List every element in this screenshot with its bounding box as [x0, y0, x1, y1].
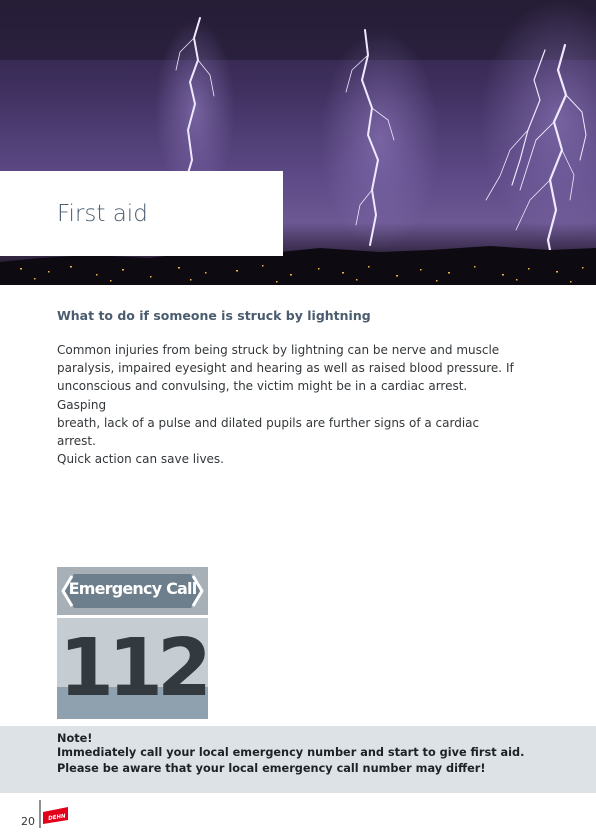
note-box — [0, 726, 596, 793]
emergency-number: 112 — [59, 622, 206, 714]
note-title: Note! — [57, 732, 93, 745]
section-heading: What to do if someone is struck by lightning — [57, 308, 371, 323]
body-paragraph — [57, 341, 517, 468]
dehn-logo — [39, 800, 69, 828]
body-line: Quick action can save lives. — [57, 452, 224, 467]
emergency-number-panel — [57, 618, 208, 719]
emergency-sign-label: Emergency Call — [68, 579, 197, 598]
body-line: Common injuries from being struck by lightning can be nerve and muscle — [57, 343, 500, 357]
page-title: First aid — [57, 201, 148, 227]
svg-text:DEHN: DEHN — [47, 813, 67, 822]
note-line: Immediately call your local emergency number and start to give first aid. — [57, 746, 525, 759]
body-line: unconscious and convulsing, the victim might be in a cardiac arrest. Gasping — [57, 379, 468, 412]
emergency-sign-header — [57, 567, 208, 615]
note-line: Please be aware that your local emergency call number may differ! — [57, 762, 486, 775]
body-line: breath, lack of a pulse and dilated pupils are further signs of a cardiac arrest. — [57, 415, 480, 449]
body-line: paralysis, impaired eyesight and hearing as well as raised blood pressure. If — [57, 361, 514, 376]
emergency-call-sign — [57, 567, 208, 719]
page-number: 20 — [21, 815, 35, 828]
title-box — [0, 171, 283, 256]
